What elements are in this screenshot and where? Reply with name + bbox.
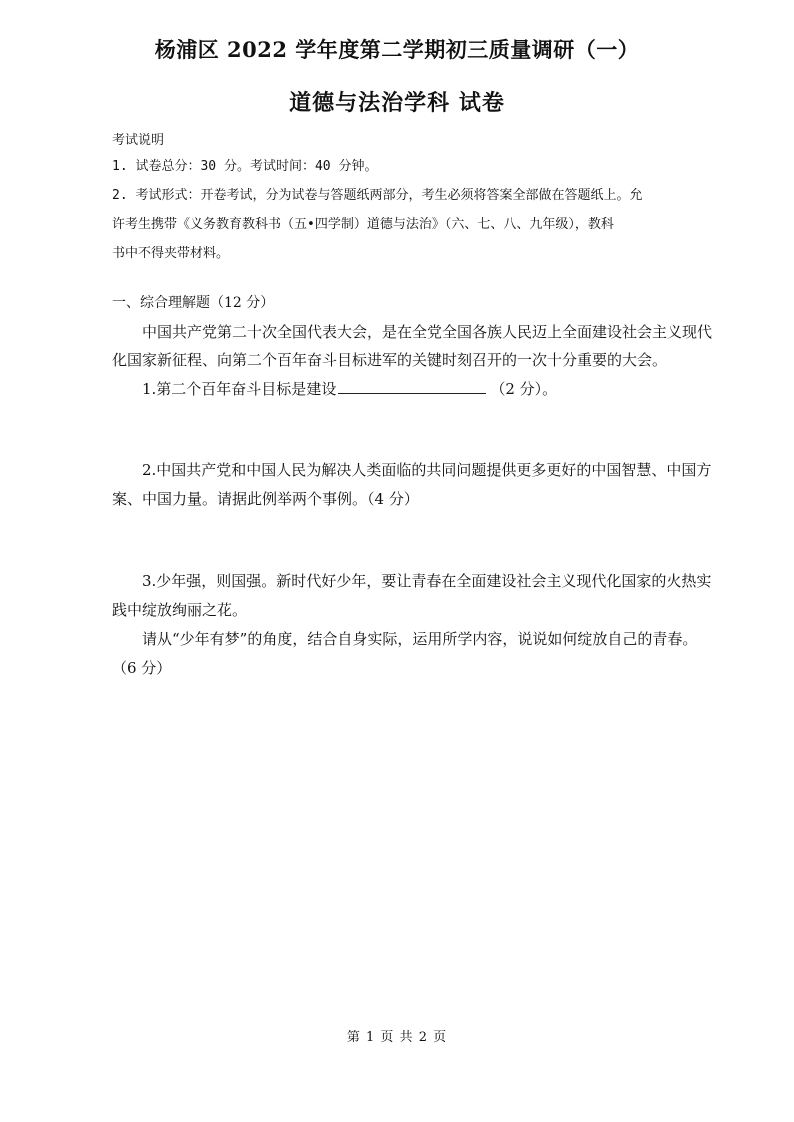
question-3-line-1: 3.少年强，则国强。新时代好少年，要让青春在全面建设社会主义现代化国家的火热实 — [142, 572, 712, 590]
exam-note-item-2-line-3: 书中不得夹带材料。 — [112, 246, 230, 261]
question-2-line-1: 2.中国共产党和中国人民为解决人类面临的共同问题提供更多更好的中国智慧、中国方 — [142, 461, 712, 479]
section-1-intro-line-1: 中国共产党第二十次全国代表大会，是在全党全国各族人民迈上全面建设社会主义现代 — [142, 323, 713, 341]
question-2-line-2: 案、中国力量。请据此例举两个事例。（4 分） — [112, 490, 419, 508]
section-1-intro-line-2: 化国家新征程、向第二个百年奋斗目标进军的关键时刻召开的一次十分重要的大会。 — [112, 351, 668, 369]
exam-note-item-2-line-1: 2. 考试形式：开卷考试，分为试卷与答题纸两部分，考生必须将答案全部做在答题纸上。允 — [112, 188, 643, 203]
exam-note-item-2-line-2: 许考生携带《义务教育教科书（五•四学制）道德与法治》（六、七、八、九年级），教科 — [112, 217, 614, 232]
question-3-line-4: （6 分） — [112, 659, 172, 677]
question-3-line-3: 请从“少年有梦”的角度，结合自身实际，运用所学内容，说说如何绽放自己的青春。 — [142, 630, 698, 648]
question-1-suffix: （2 分）。 — [490, 380, 558, 398]
question-3-line-2: 践中绽放绚丽之花。 — [112, 601, 248, 619]
page-number-footer: 第 1 页 共 2 页 — [346, 1030, 448, 1045]
question-1 — [142, 378, 557, 399]
question-1-answer-blank — [338, 379, 486, 394]
exam-note-item-1: 1. 试卷总分：30 分。考试时间：40 分钟。 — [112, 159, 378, 174]
section-1-heading: 一、综合理解题（12 分） — [112, 295, 275, 311]
exam-notes-heading: 考试说明 — [112, 133, 165, 148]
exam-title: 杨浦区 2022 学年度第二学期初三质量调研（一） — [154, 37, 640, 62]
exam-subtitle: 道德与法治学科 试卷 — [289, 90, 505, 116]
question-1-prefix: 1.第二个百年奋斗目标是建设 — [142, 380, 337, 398]
